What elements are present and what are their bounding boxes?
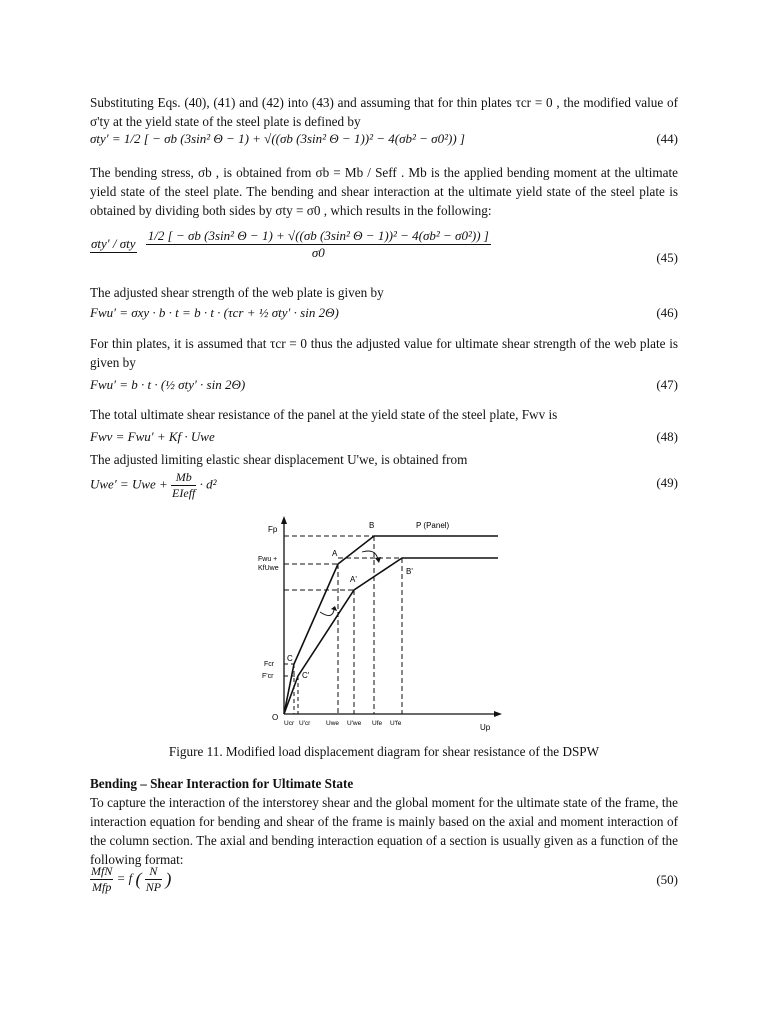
label-point-a2: A' xyxy=(350,575,357,584)
equation-45-bottom: σ0 xyxy=(311,245,325,260)
equation-46-number: (46) xyxy=(656,305,678,320)
equation-46-body: Fwu′ = σxy · b · t = b · t · (τcr + ½ σty′ · sin 2Θ) xyxy=(90,305,339,320)
equation-45-body xyxy=(90,228,491,261)
equation-45-rhs xyxy=(146,228,491,261)
equation-48-number: (48) xyxy=(656,429,678,444)
equation-50-body xyxy=(90,864,171,895)
equation-46 xyxy=(90,305,678,335)
equation-50-paren-open: ( xyxy=(135,869,142,889)
label-point-b: B xyxy=(369,521,375,530)
equation-44 xyxy=(90,131,678,161)
label-up: Up xyxy=(480,723,491,732)
equation-45-lhs-text: σty′ / σty xyxy=(91,236,136,251)
label-ufe2: U'fe xyxy=(390,720,402,727)
equation-49 xyxy=(90,470,678,510)
label-point-c: C xyxy=(287,654,293,663)
equation-49-number: (49) xyxy=(656,475,678,490)
equation-44-body xyxy=(90,131,465,147)
equation-50-lhs-top: MfN xyxy=(91,864,113,878)
equation-45-top: 1/2 [ − σb (3sin² Θ − 1) + √((σb (3sin² Θ − 1))² − 4(σb² − σ0²)) ] xyxy=(147,228,489,243)
arrow-a-to-a2 xyxy=(320,610,334,616)
equation-47-body: Fwu′ = b · t · (½ σty′ · sin 2Θ) xyxy=(90,377,246,392)
x-axis-arrow xyxy=(494,711,502,717)
equation-49-frac-bottom: EIeff xyxy=(172,486,196,500)
equation-44-lhs: σty′ = 1/2 xyxy=(90,131,141,146)
equation-49-frac-top: Mb xyxy=(171,470,196,486)
load-displacement-diagram xyxy=(258,514,512,736)
equation-45-number: (45) xyxy=(656,250,678,265)
equation-45-lhs xyxy=(90,236,137,253)
paragraph-interaction: To capture the interaction of the interstorey shear and the global moment for the ultimate state of the frame, the interaction equation for bending and shear of the frame is mainly based on the axial and moment interaction of the column section. The axial and bending interaction equation of a section is usually given as a function of the following format: xyxy=(90,795,678,867)
label-fcr2: F'cr xyxy=(262,673,274,680)
label-fp: Fp xyxy=(268,525,278,534)
label-point-b2: B' xyxy=(406,567,413,576)
label-ufe: Ufe xyxy=(372,720,383,727)
panel-curve-original xyxy=(284,536,498,714)
paragraph-thin-plates: For thin plates, it is assumed that τcr = 0 thus the adjusted value for ultimate shear strength of the web plate is given by xyxy=(90,336,678,370)
label-kf: KfUwe xyxy=(258,565,279,572)
equation-49-lhs: Uwe′ = Uwe + xyxy=(90,476,168,492)
equation-50-arg-top: N xyxy=(145,864,162,880)
equation-50-arg xyxy=(145,864,162,895)
paragraph-adjusted-limiting: The adjusted limiting elastic shear displacement U'we, is obtained from xyxy=(90,452,468,467)
equation-44-rhs: [ − σb (3sin² Θ − 1) + √((σb (3sin² Θ − 1))² − 4(σb² − σ0²)) ] xyxy=(143,131,465,146)
equation-50-lhs-bottom: Mfp xyxy=(92,880,112,894)
equation-50-mid: = f xyxy=(116,870,133,886)
equation-50-paren-close: ) xyxy=(165,869,172,889)
equation-50-number: (50) xyxy=(656,872,678,887)
label-fcr: Fcr xyxy=(264,661,275,668)
label-uwe2: U'we xyxy=(347,720,362,727)
equation-49-frac xyxy=(171,470,196,501)
section-heading: Bending – Shear Interaction for Ultimate State xyxy=(90,776,354,791)
equation-45 xyxy=(90,228,678,278)
paragraph-bending-stress: The bending stress, σb , is obtained from σb = Mb / Seff . Mb is the applied bending moment at the ultimate yield state of the steel plate. The bending and shear interaction at the ultimate yield state of the steel plate is obtained by dividing both sides by σty = σ0 , which results in the following: xyxy=(90,165,678,218)
label-uwe: Uwe xyxy=(326,720,340,727)
paragraph-total-ultimate: The total ultimate shear resistance of the panel at the yield state of the steel plate, Fwv is xyxy=(90,407,558,422)
arrow-b-to-b2-head xyxy=(375,557,381,563)
label-fwu: Fwu + xyxy=(258,556,278,563)
equation-49-tail: · d² xyxy=(199,476,217,492)
label-origin: O xyxy=(272,713,279,722)
figure-caption: Figure 11. Modified load displacement diagram for shear resistance of the DSPW xyxy=(168,744,600,759)
paragraph-adjusted-shear: The adjusted shear strength of the web plate is given by xyxy=(90,285,384,300)
equation-50-arg-bottom: NP xyxy=(145,880,162,894)
equation-47 xyxy=(90,377,678,407)
label-ucr2: U'cr xyxy=(299,720,311,727)
equation-47-number: (47) xyxy=(656,377,678,392)
equation-44-number: (44) xyxy=(656,131,678,146)
equation-50 xyxy=(90,864,678,904)
label-point-a: A xyxy=(332,549,338,558)
label-panel: P (Panel) xyxy=(416,521,450,530)
panel-curve-modified xyxy=(284,558,498,714)
equation-50-lhs xyxy=(90,864,113,895)
label-ucr: Ucr xyxy=(284,720,295,727)
equation-48-body: Fwv = Fwu′ + Kf · Uwe xyxy=(90,429,215,444)
y-axis-arrow xyxy=(281,516,287,524)
paragraph-intro-eq44: Substituting Eqs. (40), (41) and (42) into (43) and assuming that for thin plates τcr = 0 , the modified value of σ'ty at the yield state of the steel plate is defined by xyxy=(90,95,678,129)
label-point-c2: C' xyxy=(302,671,310,680)
equation-49-body xyxy=(90,470,217,501)
